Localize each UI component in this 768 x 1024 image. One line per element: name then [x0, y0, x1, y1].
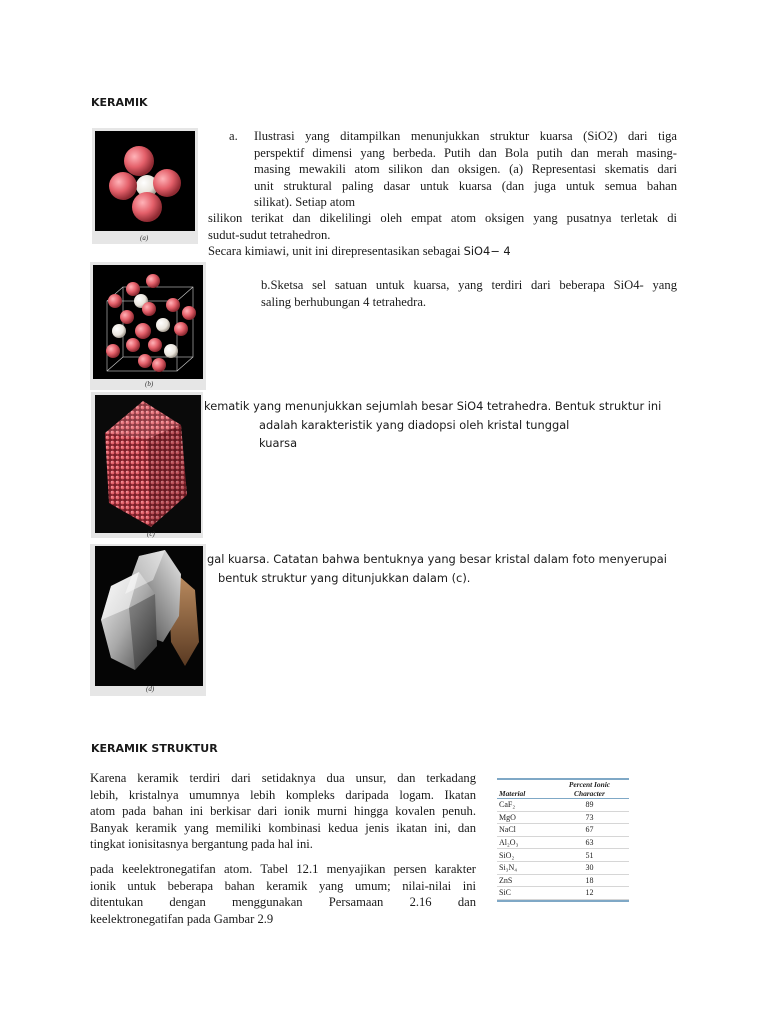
section-heading-keramik-struktur: KERAMIK STRUKTUR: [91, 742, 218, 755]
section-heading-keramik: KERAMIK: [91, 96, 148, 109]
table-bottom-rule: [497, 900, 629, 902]
figure-caption: (d): [146, 685, 155, 693]
cell-material: MgO: [497, 811, 550, 824]
table-row: [497, 849, 629, 862]
text-line: lebih, kristalnya umumnya lebih kompleks daripada logam. Ikatan: [90, 787, 476, 802]
text-line: Banyak keramik yang memiliki kombinasi kedua jenis ikatan ini, dan: [90, 820, 476, 835]
cell-material: NaCl: [497, 824, 550, 837]
table-row: [497, 824, 629, 837]
cell-value: 63: [550, 836, 629, 849]
text-line: silikat). Setiap atom: [254, 195, 356, 210]
cell-material: ZnS: [497, 874, 550, 887]
cell-value: 73: [550, 811, 629, 824]
cell-value: 12: [550, 887, 629, 900]
text-line: tingkat ionisitasnya bergantung pada hal ini.: [90, 837, 313, 852]
text-line: Karena keramik terdiri dari setidaknya dua unsur, dan terkadang: [90, 771, 476, 785]
table-row: [497, 874, 629, 887]
cell-value: 18: [550, 874, 629, 887]
text-line: saling berhubungan 4 tetrahedra.: [261, 294, 427, 309]
cell-material: Si₃N₄: [497, 861, 550, 874]
text-line: ditentukan dengan menggunakan Persamaan 2.16 dan: [90, 895, 476, 910]
text-line: bentuk struktur yang ditunjukkan dalam (c).: [218, 570, 471, 585]
table-row: [497, 799, 629, 812]
paragraph-item-a-continued: [208, 210, 677, 260]
figure-c: [91, 392, 203, 538]
figure-d: [90, 544, 206, 696]
text-line: gal kuarsa. Catatan bahwa bentuknya yang besar kristal dalam foto menyerupai: [207, 552, 667, 566]
cell-material: Al₂O₃: [497, 836, 550, 849]
text-line: masing mewakili atom silikon dan oksigen. (a) Representasi skematis dari: [254, 162, 677, 177]
figure-caption: (c): [147, 530, 155, 538]
figure-caption: (b): [145, 380, 154, 388]
text-line: Ilustrasi yang ditampilkan menunjukkan struktur kuarsa (SiO2) dari tiga: [254, 129, 677, 143]
table-row: [497, 811, 629, 824]
cell-material: CaF₂: [497, 799, 550, 812]
cell-material: SiO₂: [497, 849, 550, 862]
text-line: b.Sketsa sel satuan untuk kuarsa, yang terdiri dari beberapa SiO4- yang: [261, 278, 677, 292]
paragraph-item-c: [204, 397, 674, 453]
cell-value: 30: [550, 861, 629, 874]
figure-a: [92, 128, 198, 244]
paragraph-item-d: [207, 550, 677, 587]
unit-cell-illustration: [93, 265, 203, 379]
table-row: [497, 887, 629, 900]
text-line: adalah karakteristik yang diadopsi oleh kristal tunggal: [259, 417, 570, 432]
paragraph-item-a: [254, 128, 677, 211]
text-line: kematik yang menunjukkan sejumlah besar SiO4 tetrahedra. Bentuk struktur ini: [204, 399, 662, 413]
text-line: pada keelektronegatifan atom. Tabel 12.1 menyajikan persen karakter: [90, 862, 476, 876]
list-marker: a.: [229, 129, 238, 143]
cell-value: 89: [550, 799, 629, 812]
formula-line: [208, 243, 677, 260]
paragraph-keramik-struktur-2: [90, 861, 476, 927]
table-row: [497, 861, 629, 874]
figure-b: [90, 262, 206, 390]
text-line: silikon terikat dan dikelilingi oleh empat atom oksigen yang pusatnya terletak di: [208, 211, 677, 225]
text-line: ionik untuk beberapa bahan keramik yang umum; nilai-nilai ini: [90, 878, 476, 893]
text-line: sudut-sudut tetrahedron.: [208, 227, 331, 242]
column-header-percent: [550, 780, 629, 799]
paragraph-keramik-struktur-1: [90, 770, 476, 853]
cell-value: 67: [550, 824, 629, 837]
formula-prefix: Secara kimiawi, unit ini direpresentasikan sebagai: [208, 244, 464, 259]
cell-material: SiC: [497, 887, 550, 900]
cell-value: 51: [550, 849, 629, 862]
header-line: Percent Ionic: [568, 780, 611, 789]
paragraph-item-b: [261, 277, 677, 310]
text-line: perspektif dimensi yang berbeda. Putih dan Bola putih dan merah masing-: [254, 145, 677, 160]
figure-caption: (a): [140, 234, 149, 242]
header-line: Character: [574, 789, 605, 798]
tetrahedron-illustration: [95, 131, 195, 231]
formula: SiO4− 4: [463, 244, 511, 259]
text-line: atom pada bahan ini berkisar dari ionik murni hingga kovalen penuh.: [90, 804, 476, 819]
column-header-material: Material: [499, 789, 526, 798]
text-line: kuarsa: [259, 436, 298, 451]
ionic-character-table: [497, 778, 629, 902]
table-row: [497, 836, 629, 849]
table: [497, 780, 629, 900]
crystal-lattice-illustration: [95, 395, 201, 533]
text-line: keelektronegatifan pada Gambar 2.9: [90, 911, 274, 926]
quartz-crystal-photo: [95, 546, 203, 686]
text-line: unit struktural paling dasar untuk kuarsa (dan juga untuk semua bahan: [254, 178, 677, 193]
